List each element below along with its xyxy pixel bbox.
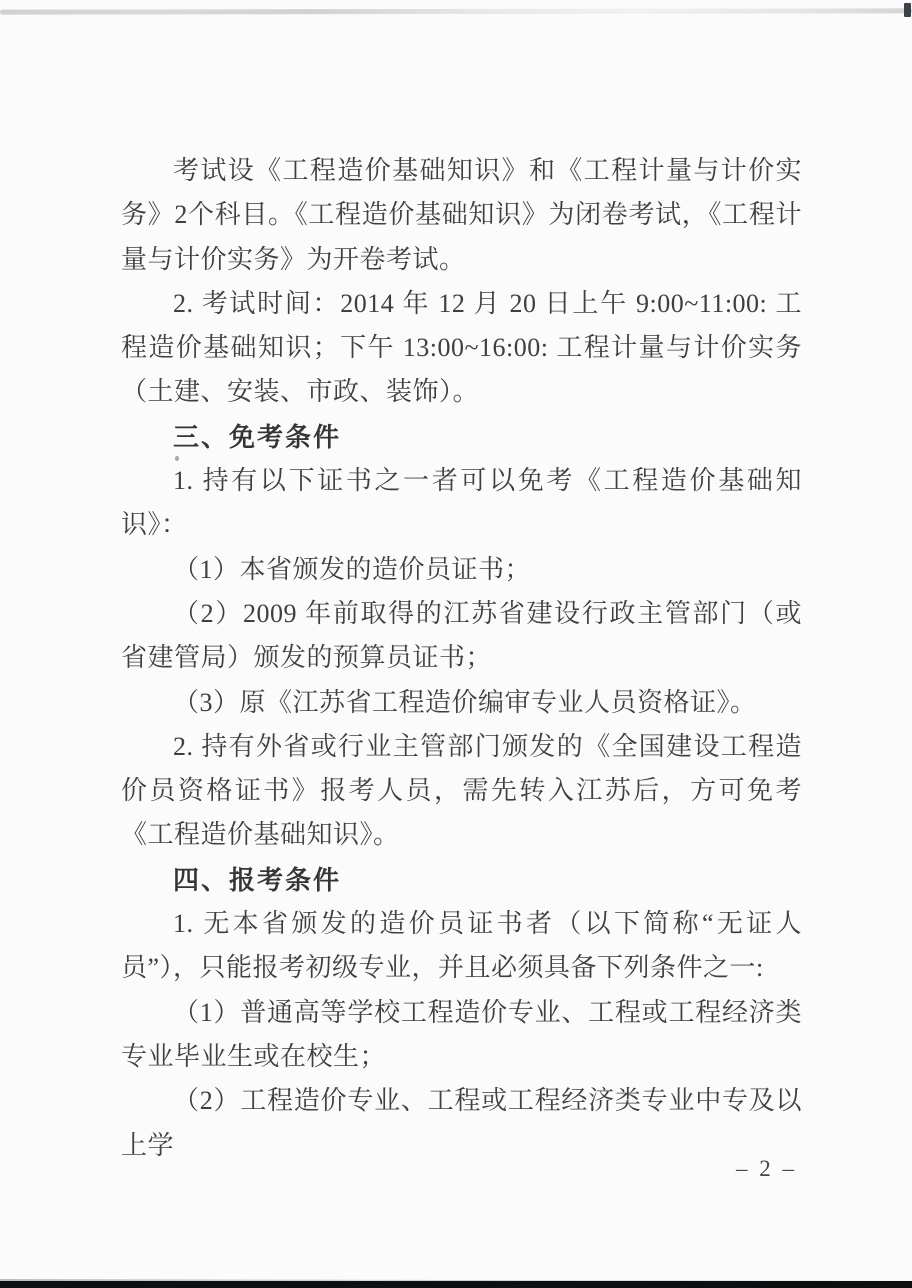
document-text-block <box>121 149 802 1168</box>
paragraph-exemption-item-3: （3）原《江苏省工程造价编审专业人员资格证》。 <box>173 687 757 717</box>
scan-artifact-top-streak <box>0 8 912 14</box>
paragraph-exemption-rule-1: 1. 持有以下证书之一者可以免考《工程造价基础知识》： <box>121 466 802 540</box>
paragraph-exam-schedule: 2. 考试时间：2014 年 12 月 20 日上午 9:00~11:00: 工程造价基础知识；下午 13:00~16:00: 工程计量与计价实务（土建、安装、市政、装饰）。 <box>121 288 802 407</box>
paragraph-application-rule-1: 1. 无本省颁发的造价员证书者（以下简称“无证人员”），只能报考初级专业，并且必须具备下列条件之一: <box>121 909 802 983</box>
page-number: – 2 – <box>736 1156 797 1181</box>
heading-exemption-conditions: 三、免考条件 <box>173 421 342 452</box>
heading-application-conditions: 四、报考条件 <box>173 864 342 895</box>
paragraph-exemption-rule-2: 2. 持有外省或行业主管部门颁发的《全国建设工程造价员资格证书》报考人员，需先转入江苏后，方可免考《工程造价基础知识》。 <box>121 731 802 850</box>
scan-artifact-corner-speck <box>904 3 911 17</box>
paragraph-exam-subjects: 考试设《工程造价基础知识》和《工程计量与计价实务》2个科目。《工程造价基础知识》为闭卷考试，《工程计量与计价实务》为开卷考试。 <box>121 156 802 274</box>
paragraph-application-item-2: （2）工程造价专业、工程或工程经济类专业中专及以上学 <box>121 1086 802 1160</box>
paragraph-exemption-item-2: （2）2009 年前取得的江苏省建设行政主管部门（或省建管局）颁发的预算员证书； <box>121 598 802 673</box>
paragraph-application-item-1: （1）普通高等学校工程造价专业、工程或工程经济类专业毕业生或在校生； <box>121 997 802 1071</box>
scan-artifact-bottom-bar <box>0 1281 912 1288</box>
paragraph-exemption-item-1: （1）本省颁发的造价员证书； <box>173 554 532 584</box>
